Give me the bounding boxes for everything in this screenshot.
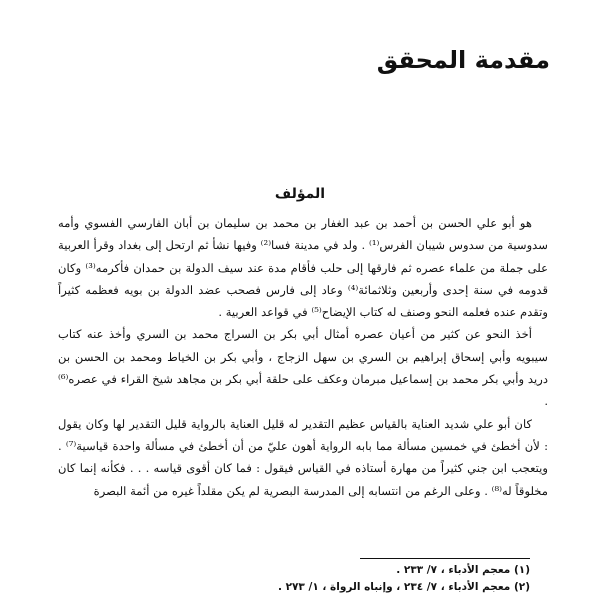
body-text: [58, 212, 548, 502]
footnote-divider: [360, 558, 530, 559]
paragraph: كان أبو علي شديد العناية بالقياس عظيم التقدير له قليل العناية بالرواية قليل التقدير لها وكان يقول : لأن أخطئ في خمسين مسألة مما بابه الرواية أهون عليّ من أن أخطئ في مسألة واحدة قياسية⁽⁷⁾ . ويتعجب ابن جني كثيراً من مهارة أستاذه في القياس فيقول : فما كان أقوى قياسه . . . فكأنه إنما كان مخلوقاً له⁽⁸⁾ . وعلى الرغم من انتسابه إلى المدرسة البصرية لم يكن مقلداً غيره من أئمة البصرة: [58, 416, 549, 498]
footnote: (١) معجم الأدباء ، ٧/ ٢٣٣ .: [396, 564, 530, 576]
paragraph: هو أبو علي الحسن بن أحمد بن عبد الغفار بن محمد بن سليمان بن أبان الفارسي الفسوي وأمه سدوسية من سدوس شيبان الفرس⁽¹⁾ . ولد في مدينة فسا⁽²⁾ وفيها نشأ ثم ارتحل إلى بغداد وقرأ العربية على جملة من علماء عصره ثم فارقها إلى حلب فأقام مدة عند سيف الدولة بن حمدان فأكرمه⁽³⁾ وكان قدومه في سنة إحدى وأربعين وثلاثمائة⁽⁴⁾ وعاد إلى فارس فصحب عضد الدولة بن بويه فعظمه كثيراً وتقدم عنده فعلمه النحو وصنف له كتاب الإيضاح⁽⁵⁾ في قواعد العربية .: [58, 216, 548, 320]
footnotes: [70, 562, 530, 596]
paragraph: أخذ النحو عن كثير من أعيان عصره أمثال أبي بكر بن السراج محمد بن السري وأخذ عنه كتاب سيبويه وأبي إسحاق إبراهيم بن السري بن سهل الزجاج ، وأبي بكر بن الخياط ومحمد بن الحسن بن دريد وأبي بكر محمد بن إسماعيل مبرمان وعكف على حلقة أبي بكر بن مجاهد شيخ القراء في عصره⁽⁶⁾ .: [58, 327, 548, 409]
section-title: المؤلف: [274, 186, 326, 202]
footnote: (٢) معجم الأدباء ، ٧/ ٢٣٤ ، وإنباه الرواة ، ١/ ٢٧٣ .: [277, 581, 530, 593]
page-heading: مقدمة المحقق: [376, 46, 550, 74]
